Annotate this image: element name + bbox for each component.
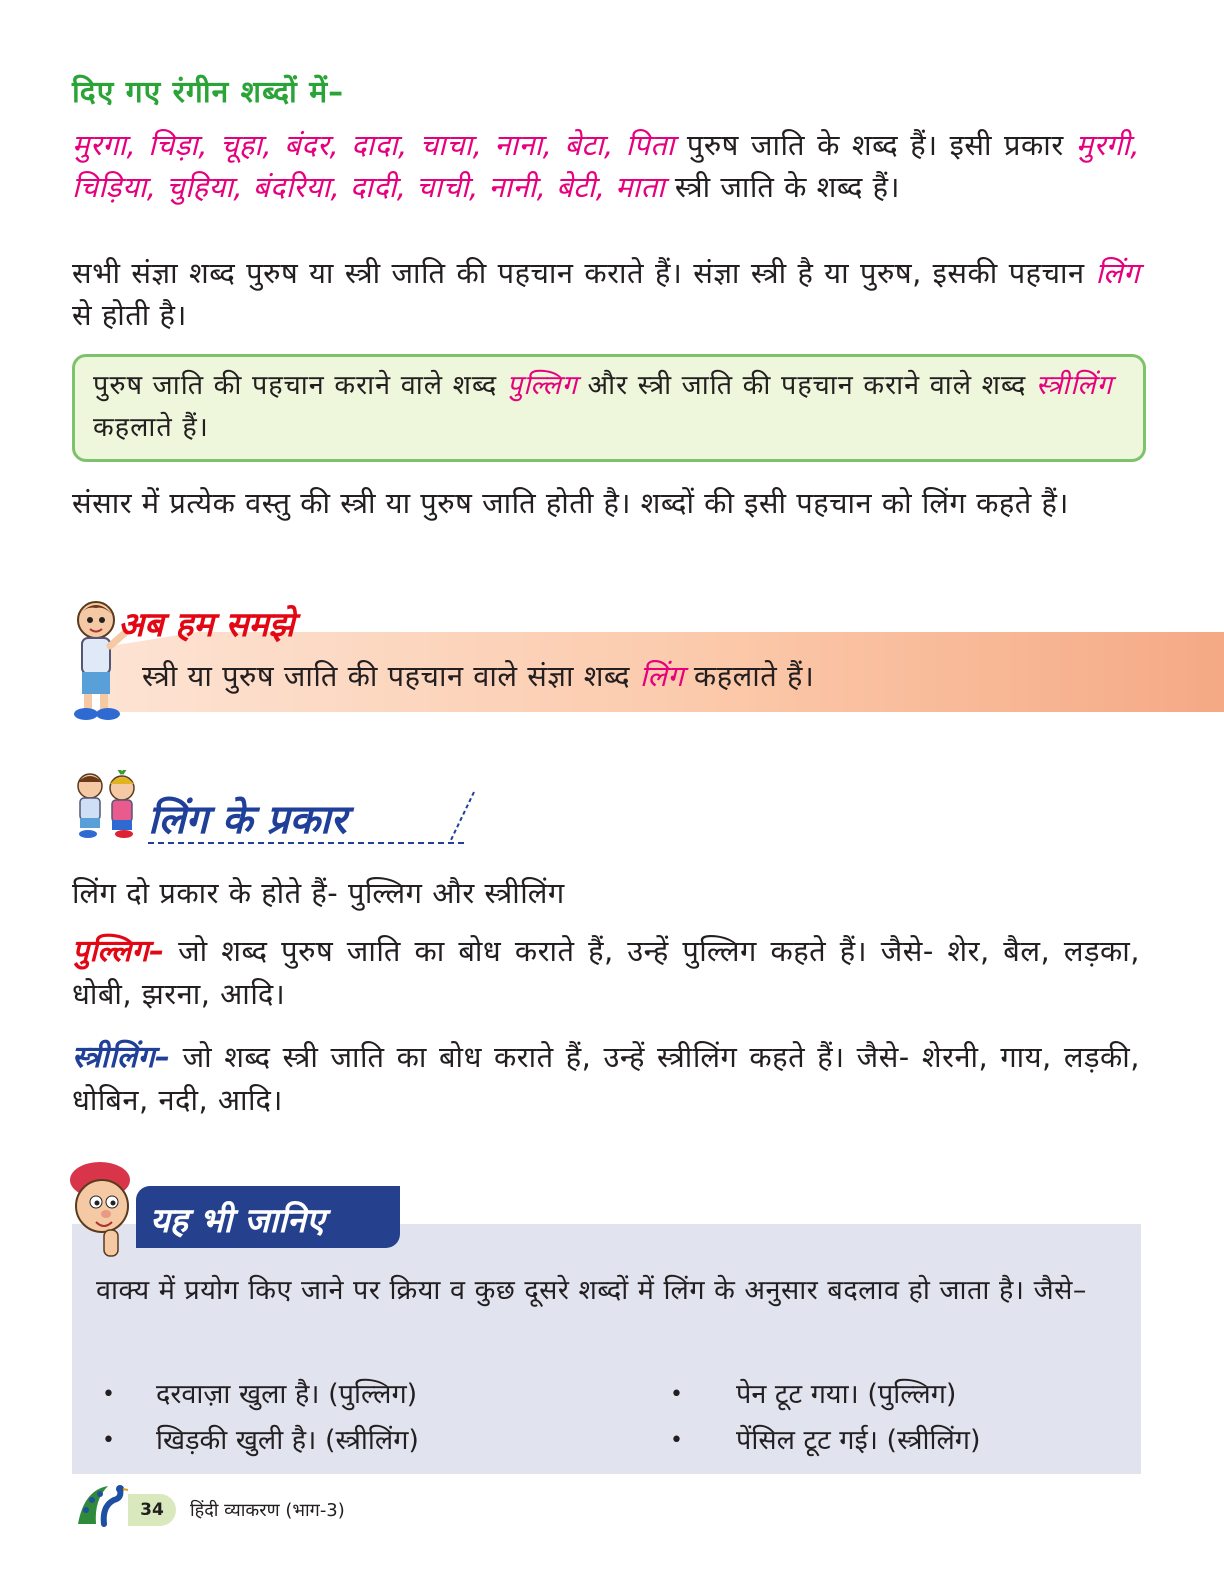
striling-label: स्त्रीलिंग– [72,1040,171,1075]
bullet-icon: • [670,1382,683,1407]
pulling-highlight: पुल्लिग [506,370,578,401]
striling-definition [72,1036,1140,1121]
example-item: खिड़की खुली है। (स्त्रीलिंग) [156,1425,419,1456]
prakar-intro: लिंग दो प्रकार के होते हैं- पुल्लिग और स्त्रीलिंग [72,876,565,910]
peacock-icon [74,1480,130,1530]
pulling-label: पुल्लिग– [72,934,165,969]
jaaniye-text: वाक्य में प्रयोग किए जाने पर क्रिया व कुछ दूसरे शब्दों में लिंग के अनुसार बदलाव हो जाता है। जैसे– [96,1275,1087,1306]
intro-paragraph [72,124,1140,208]
note-text-a: पुरुष जाति की पहचान कराने वाले शब्द [93,370,507,401]
heading-slash-decoration [436,790,476,844]
samjhe-text-b: कहलाते हैं। [684,659,815,693]
fem-tail: स्त्री जाति के शब्द हैं। [665,170,901,204]
ling-highlight: लिंग [1095,256,1140,290]
jaaniye-title: यह भी जानिए [150,1201,325,1241]
definition-box [72,354,1146,462]
masculine-words: मुरगा, चिड़ा, चूहा, बंदर, दादा, चाचा, नाना, बेटा, पिता [72,128,675,162]
samjhe-text-a: स्त्री या पुरुष जाति की पहचान वाले संज्ञा शब्द [142,659,640,693]
bullet-icon: • [102,1428,115,1453]
book-title: हिंदी व्याकरण (भाग-3) [190,1500,345,1521]
example-item: पेन टूट गया। (पुल्लिग) [736,1379,957,1410]
heading-underline [148,842,464,844]
intro-heading: दिए गए रंगीन शब्दों में– [72,75,345,110]
sansar-paragraph: संसार में प्रत्येक वस्तु की स्त्री या पुरुष जाति होती है। शब्दों की इसी पहचान को लिंग कहते हैं। [72,486,1069,520]
bullet-icon: • [670,1428,683,1453]
para2-text-b: से होती है। [72,298,187,332]
striling-highlight: स्त्रीलिंग [1035,370,1113,401]
boy-peeking-icon [66,1160,138,1260]
samjhe-text [142,656,814,695]
note-text-b: और स्त्री जाति की पहचान कराने वाले शब्द [577,370,1036,401]
page-number: 34 [128,1494,176,1526]
samjhe-title: अब हम समझे [118,605,295,645]
kids-pair-icon [68,770,146,838]
striling-text: जो शब्द स्त्री जाति का बोध कराते हैं, उन्हें स्त्रीलिंग कहते हैं। जैसे- शेरनी, गाय, लड़की, धोबिन, नदी, आदि। [72,1040,1140,1117]
feminine-words: मुरगी, चिड़िया, चुहिया, बंदरिया, दादी, चाची, नानी, बेटी, माता [72,128,1140,204]
para2-text-a: सभी संज्ञा शब्द पुरुष या स्त्री जाति की पहचान कराते हैं। संज्ञा स्त्री है या पुरुष, इसकी पहचान [72,256,1096,290]
example-item: दरवाज़ा खुला है। (पुल्लिग) [156,1379,418,1410]
pulling-definition [72,930,1140,1015]
samjhe-ling: लिंग [639,659,685,693]
masc-tail: पुरुष जाति के शब्द हैं। इसी प्रकार [674,128,1076,162]
prakar-heading: लिंग के प्रकार [148,797,347,843]
example-item: पेंसिल टूट गई। (स्त्रीलिंग) [736,1425,981,1456]
note-text-c: कहलाते हैं। [93,412,209,443]
bullet-icon: • [102,1382,115,1407]
ling-intro-paragraph [72,252,1140,336]
pulling-text: जो शब्द पुरुष जाति का बोध कराते हैं, उन्हें पुल्लिग कहते हैं। जैसे- शेर, बैल, लड़का, धोबी, झरना, आदि। [72,934,1140,1011]
